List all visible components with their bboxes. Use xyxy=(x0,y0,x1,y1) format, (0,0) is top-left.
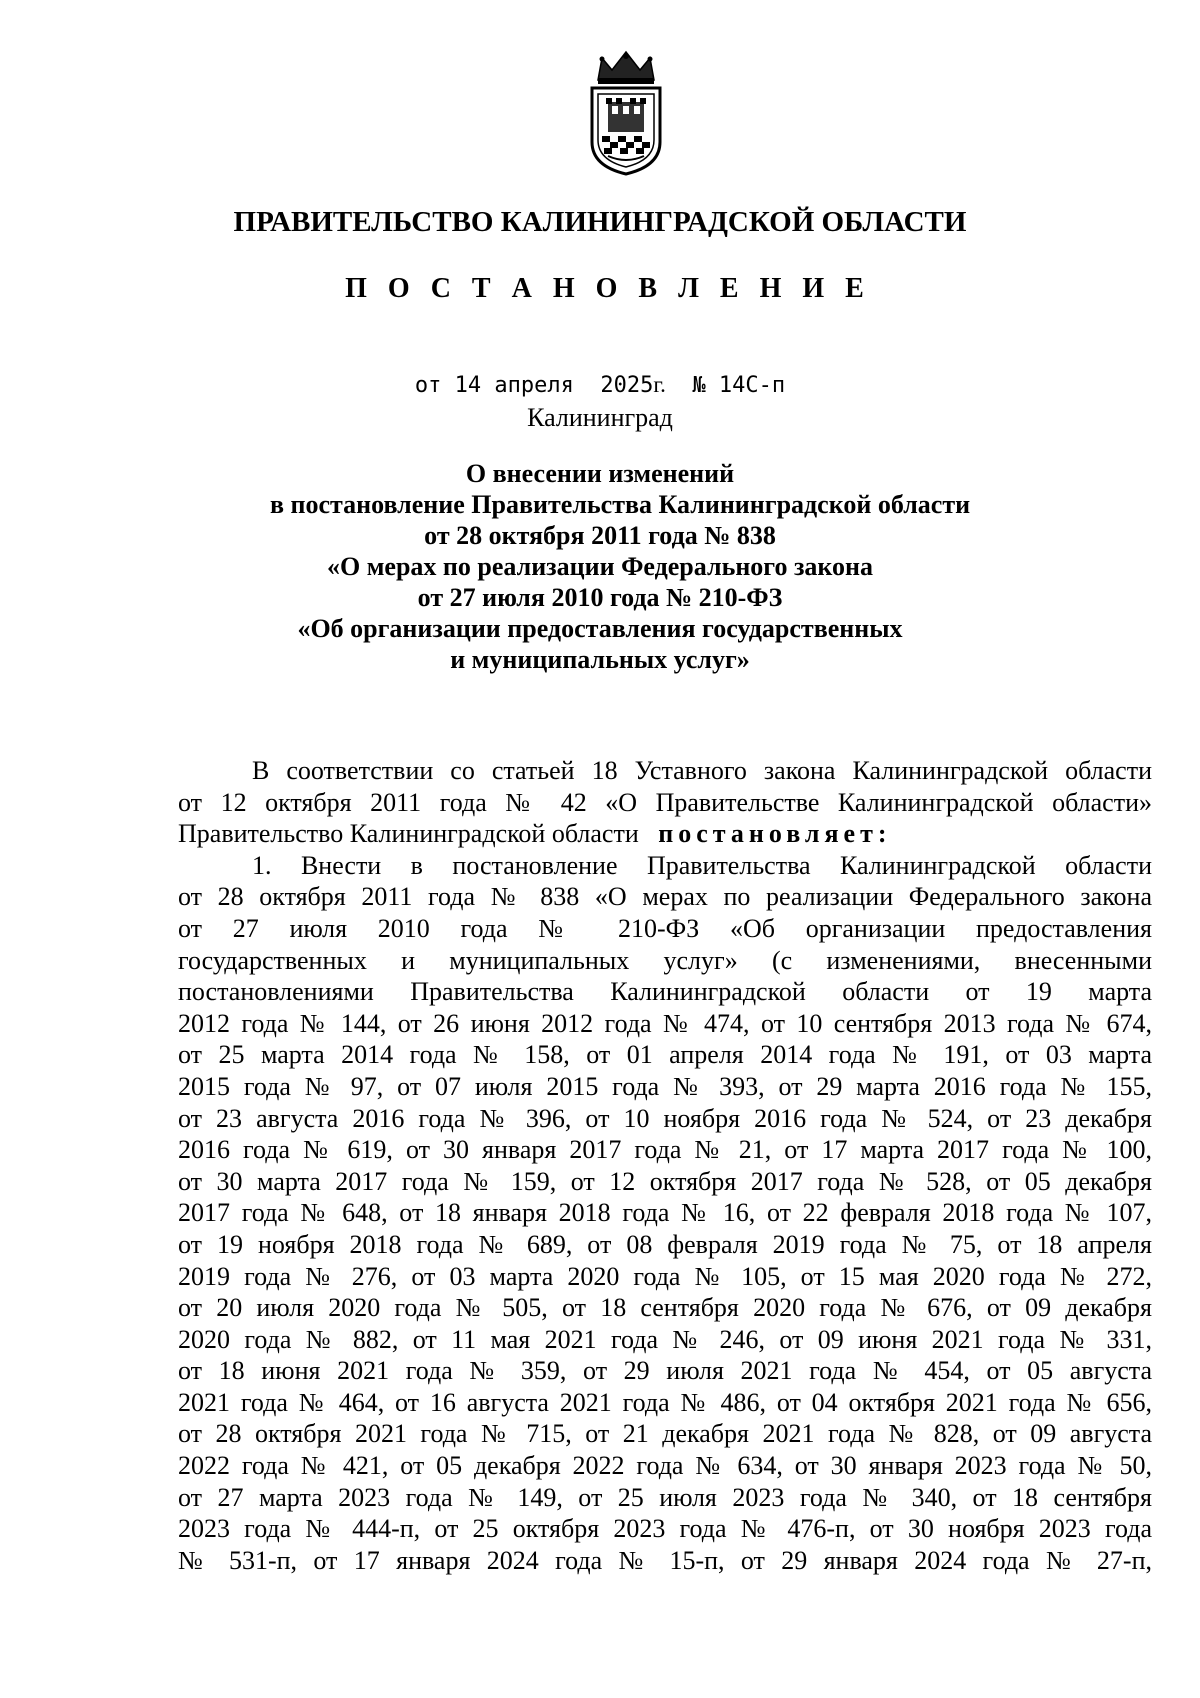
document-number: 14С-п xyxy=(718,373,786,398)
item-line: от 30 марта 2017 года № 159, от 12 октября 2017 года № 528, от 05 декабря xyxy=(178,1166,1152,1196)
item-line: 2015 года № 97, от 07 июля 2015 года № 393, от 29 марта 2016 года № 155, xyxy=(178,1071,1152,1101)
item-line: 2023 года № 444-п, от 25 октября 2023 года № 476-п, от 30 ноября 2023 года xyxy=(178,1514,1152,1544)
preamble-line-last xyxy=(178,818,1152,850)
title-line: и муниципальных услуг» xyxy=(450,645,750,674)
item-line: от 19 ноября 2018 года № 689, от 08 февраля 2019 года № 75, от 18 апреля xyxy=(178,1229,1152,1259)
title-line: от 28 октября 2011 года № 838 xyxy=(424,521,776,550)
title-line: «Об организации предоставления государственных xyxy=(297,614,903,643)
date-year-suffix: г. xyxy=(653,372,666,397)
item-line: 1. Внести в постановление Правительства Калининградской области xyxy=(252,850,1152,880)
item-line: от 28 октября 2011 года № 838 «О мерах по реализации Федерального закона xyxy=(178,882,1152,912)
item-line: от 27 марта 2023 года № 149, от 25 июля 2023 года № 340, от 18 сентября xyxy=(178,1482,1152,1512)
document-type: П О С Т А Н О В Л Е Н И Е xyxy=(345,273,871,304)
preamble-line: В соответствии со статьей 18 Уставного закона Калининградской области xyxy=(252,756,1152,785)
item-line: от 23 августа 2016 года № 396, от 10 ноября 2016 года № 524, от 23 декабря xyxy=(178,1103,1152,1133)
item-line: 2016 года № 619, от 30 января 2017 года № 21, от 17 марта 2017 года № 100, xyxy=(178,1135,1152,1165)
title-line: в постановление Правительства Калининградской области xyxy=(270,490,971,519)
item-line: 2017 года № 648, от 18 января 2018 года № 16, от 22 февраля 2018 года № 107, xyxy=(178,1198,1152,1228)
title-line: «О мерах по реализации Федерального закона xyxy=(326,552,874,581)
date-day-month: 14 апреля xyxy=(454,373,574,398)
date-year: 2025 xyxy=(600,373,654,398)
title-line: от 27 июля 2010 года № 210-ФЗ xyxy=(417,583,783,612)
preamble-line: от 12 октября 2011 года № 42 «О Правительстве Калининградской области» xyxy=(178,787,1152,817)
item-line: постановлениями Правительства Калининградской области от 19 марта xyxy=(178,977,1152,1007)
item-line: 2020 года № 882, от 11 мая 2021 года № 246, от 09 июня 2021 года № 331, xyxy=(178,1324,1152,1354)
date-prefix: от xyxy=(414,373,442,398)
item-line: 2019 года № 276, от 03 марта 2020 года № 105, от 15 мая 2020 года № 272, xyxy=(178,1261,1152,1291)
preamble-subject: Правительство Калининградской области xyxy=(178,819,639,849)
number-sign: № xyxy=(692,373,706,398)
preamble-resolves: постановляет: xyxy=(658,819,892,849)
document-body xyxy=(178,755,1152,1576)
item-line: 2022 года № 421, от 05 декабря 2022 года № 634, от 30 января 2023 года № 50, xyxy=(178,1451,1152,1481)
item-line: от 27 июля 2010 года № 210-ФЗ «Об организации предоставления xyxy=(178,913,1152,943)
item-line: от 28 октября 2021 года № 715, от 21 декабря 2021 года № 828, от 09 августа xyxy=(178,1419,1152,1449)
city-name: Калининград xyxy=(527,403,673,432)
item-line: от 20 июля 2020 года № 505, от 18 сентября 2020 года № 676, от 09 декабря xyxy=(178,1293,1152,1323)
item-line: 2012 года № 144, от 26 июня 2012 года № 474, от 10 сентября 2013 года № 674, xyxy=(178,1008,1152,1038)
item-line: № 531-п, от 17 января 2024 года № 15-п, от 29 января 2024 года № 27-п, xyxy=(178,1545,1152,1575)
item-line: от 25 марта 2014 года № 158, от 01 апреля 2014 года № 191, от 03 марта xyxy=(178,1040,1152,1070)
item-line: государственных и муниципальных услуг» (с изменениями, внесенными xyxy=(178,945,1152,975)
item-line: 2021 года № 464, от 16 августа 2021 года № 486, от 04 октября 2021 года № 656, xyxy=(178,1387,1152,1417)
title-line: О внесении изменений xyxy=(465,459,735,488)
coat-of-arms-emblem xyxy=(586,50,666,176)
document-title xyxy=(270,458,971,675)
organization-name: ПРАВИТЕЛЬСТВО КАЛИНИНГРАДСКОЙ ОБЛАСТИ xyxy=(233,206,967,238)
item-line: от 18 июня 2021 года № 359, от 29 июля 2021 года № 454, от 05 августа xyxy=(178,1356,1152,1386)
document-date-number xyxy=(0,370,1200,401)
